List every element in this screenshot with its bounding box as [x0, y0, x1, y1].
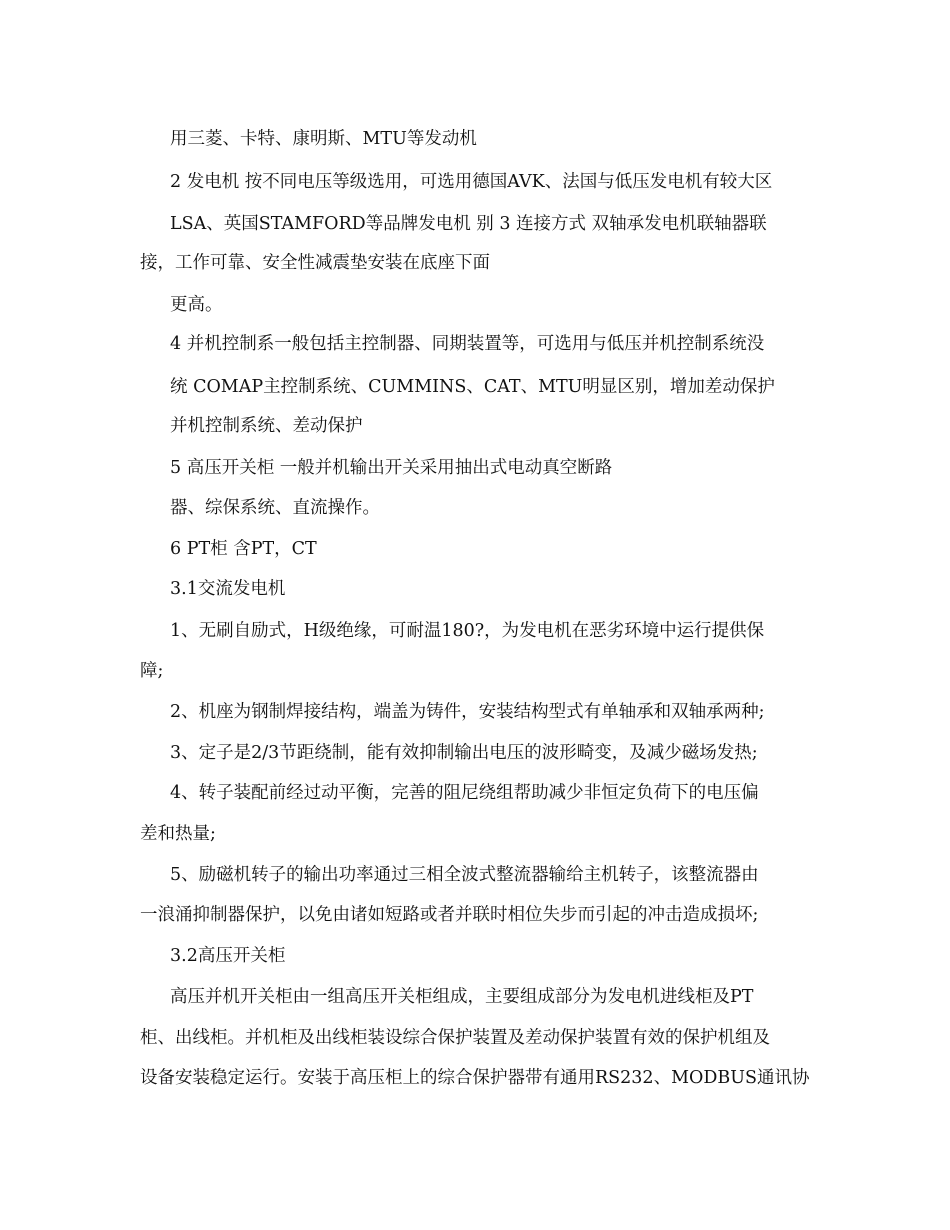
text-line: 一浪涌抑制器保护，以免由诸如短路或者并联时相位失步而引起的冲击造成损坏; — [140, 905, 759, 925]
text-line: 4、转子装配前经过动平衡，完善的阻尼绕组帮助减少非恒定负荷下的电压偏 — [170, 783, 759, 803]
text-line: 差和热量; — [140, 824, 216, 844]
text-line: 高压并机开关柜由一组高压开关柜组成，主要组成部分为发电机进线柜及PT — [170, 987, 754, 1007]
text-line: 并机控制系统、差动保护 — [170, 416, 363, 436]
text-line: 障; — [140, 661, 164, 681]
text-line: 1、无刷自励式，H级绝缘，可耐温180?，为发电机在恶劣环境中运行提供保 — [170, 621, 765, 641]
text-line: 4 并机控制系一般包括主控制器、同期装置等，可选用与低压并机控制系统没 — [170, 334, 765, 354]
text-line: 设备安装稳定运行。安装于高压柜上的综合保护器带有通用RS232、MODBUS通讯协 — [140, 1068, 810, 1088]
text-line: 3.1交流发电机 — [170, 579, 286, 599]
text-line: 2 发电机 按不同电压等级选用，可选用德国AVK、法国与低压发电机有较大区 — [170, 172, 773, 192]
text-line: 6 PT柜 含PT，CT — [170, 539, 317, 559]
text-line: 3.2高压开关柜 — [170, 946, 286, 966]
text-line: 用三菱、卡特、康明斯、MTU等发动机 — [170, 129, 477, 149]
text-line: 2、机座为钢制焊接结构，端盖为铸件，安装结构型式有单轴承和双轴承两种; — [170, 702, 765, 722]
text-line: 统 COMAP主控制系统、CUMMINS、CAT、MTU明显区别，增加差动保护 — [170, 377, 775, 397]
text-line: 5 高压开关柜 一般并机输出开关采用抽出式电动真空断路 — [170, 458, 613, 478]
text-line: 5、励磁机转子的输出功率通过三相全波式整流器输给主机转子，该整流器由 — [170, 865, 759, 885]
text-line: LSA、英国STAMFORD等品牌发电机 别 3 连接方式 双轴承发电机联轴器联 — [170, 214, 767, 234]
text-line: 更高。 — [170, 295, 223, 315]
text-line: 柜、出线柜。并机柜及出线柜装设综合保护装置及差动保护装置有效的保护机组及 — [140, 1028, 770, 1048]
text-line: 器、综保系统、直流操作。 — [170, 498, 380, 518]
text-line: 接，工作可靠、安全性减震垫安装在底座下面 — [140, 253, 490, 273]
text-line: 3、定子是2/3节距绕制，能有效抑制输出电压的波形畸变，及减少磁场发热; — [170, 743, 758, 763]
